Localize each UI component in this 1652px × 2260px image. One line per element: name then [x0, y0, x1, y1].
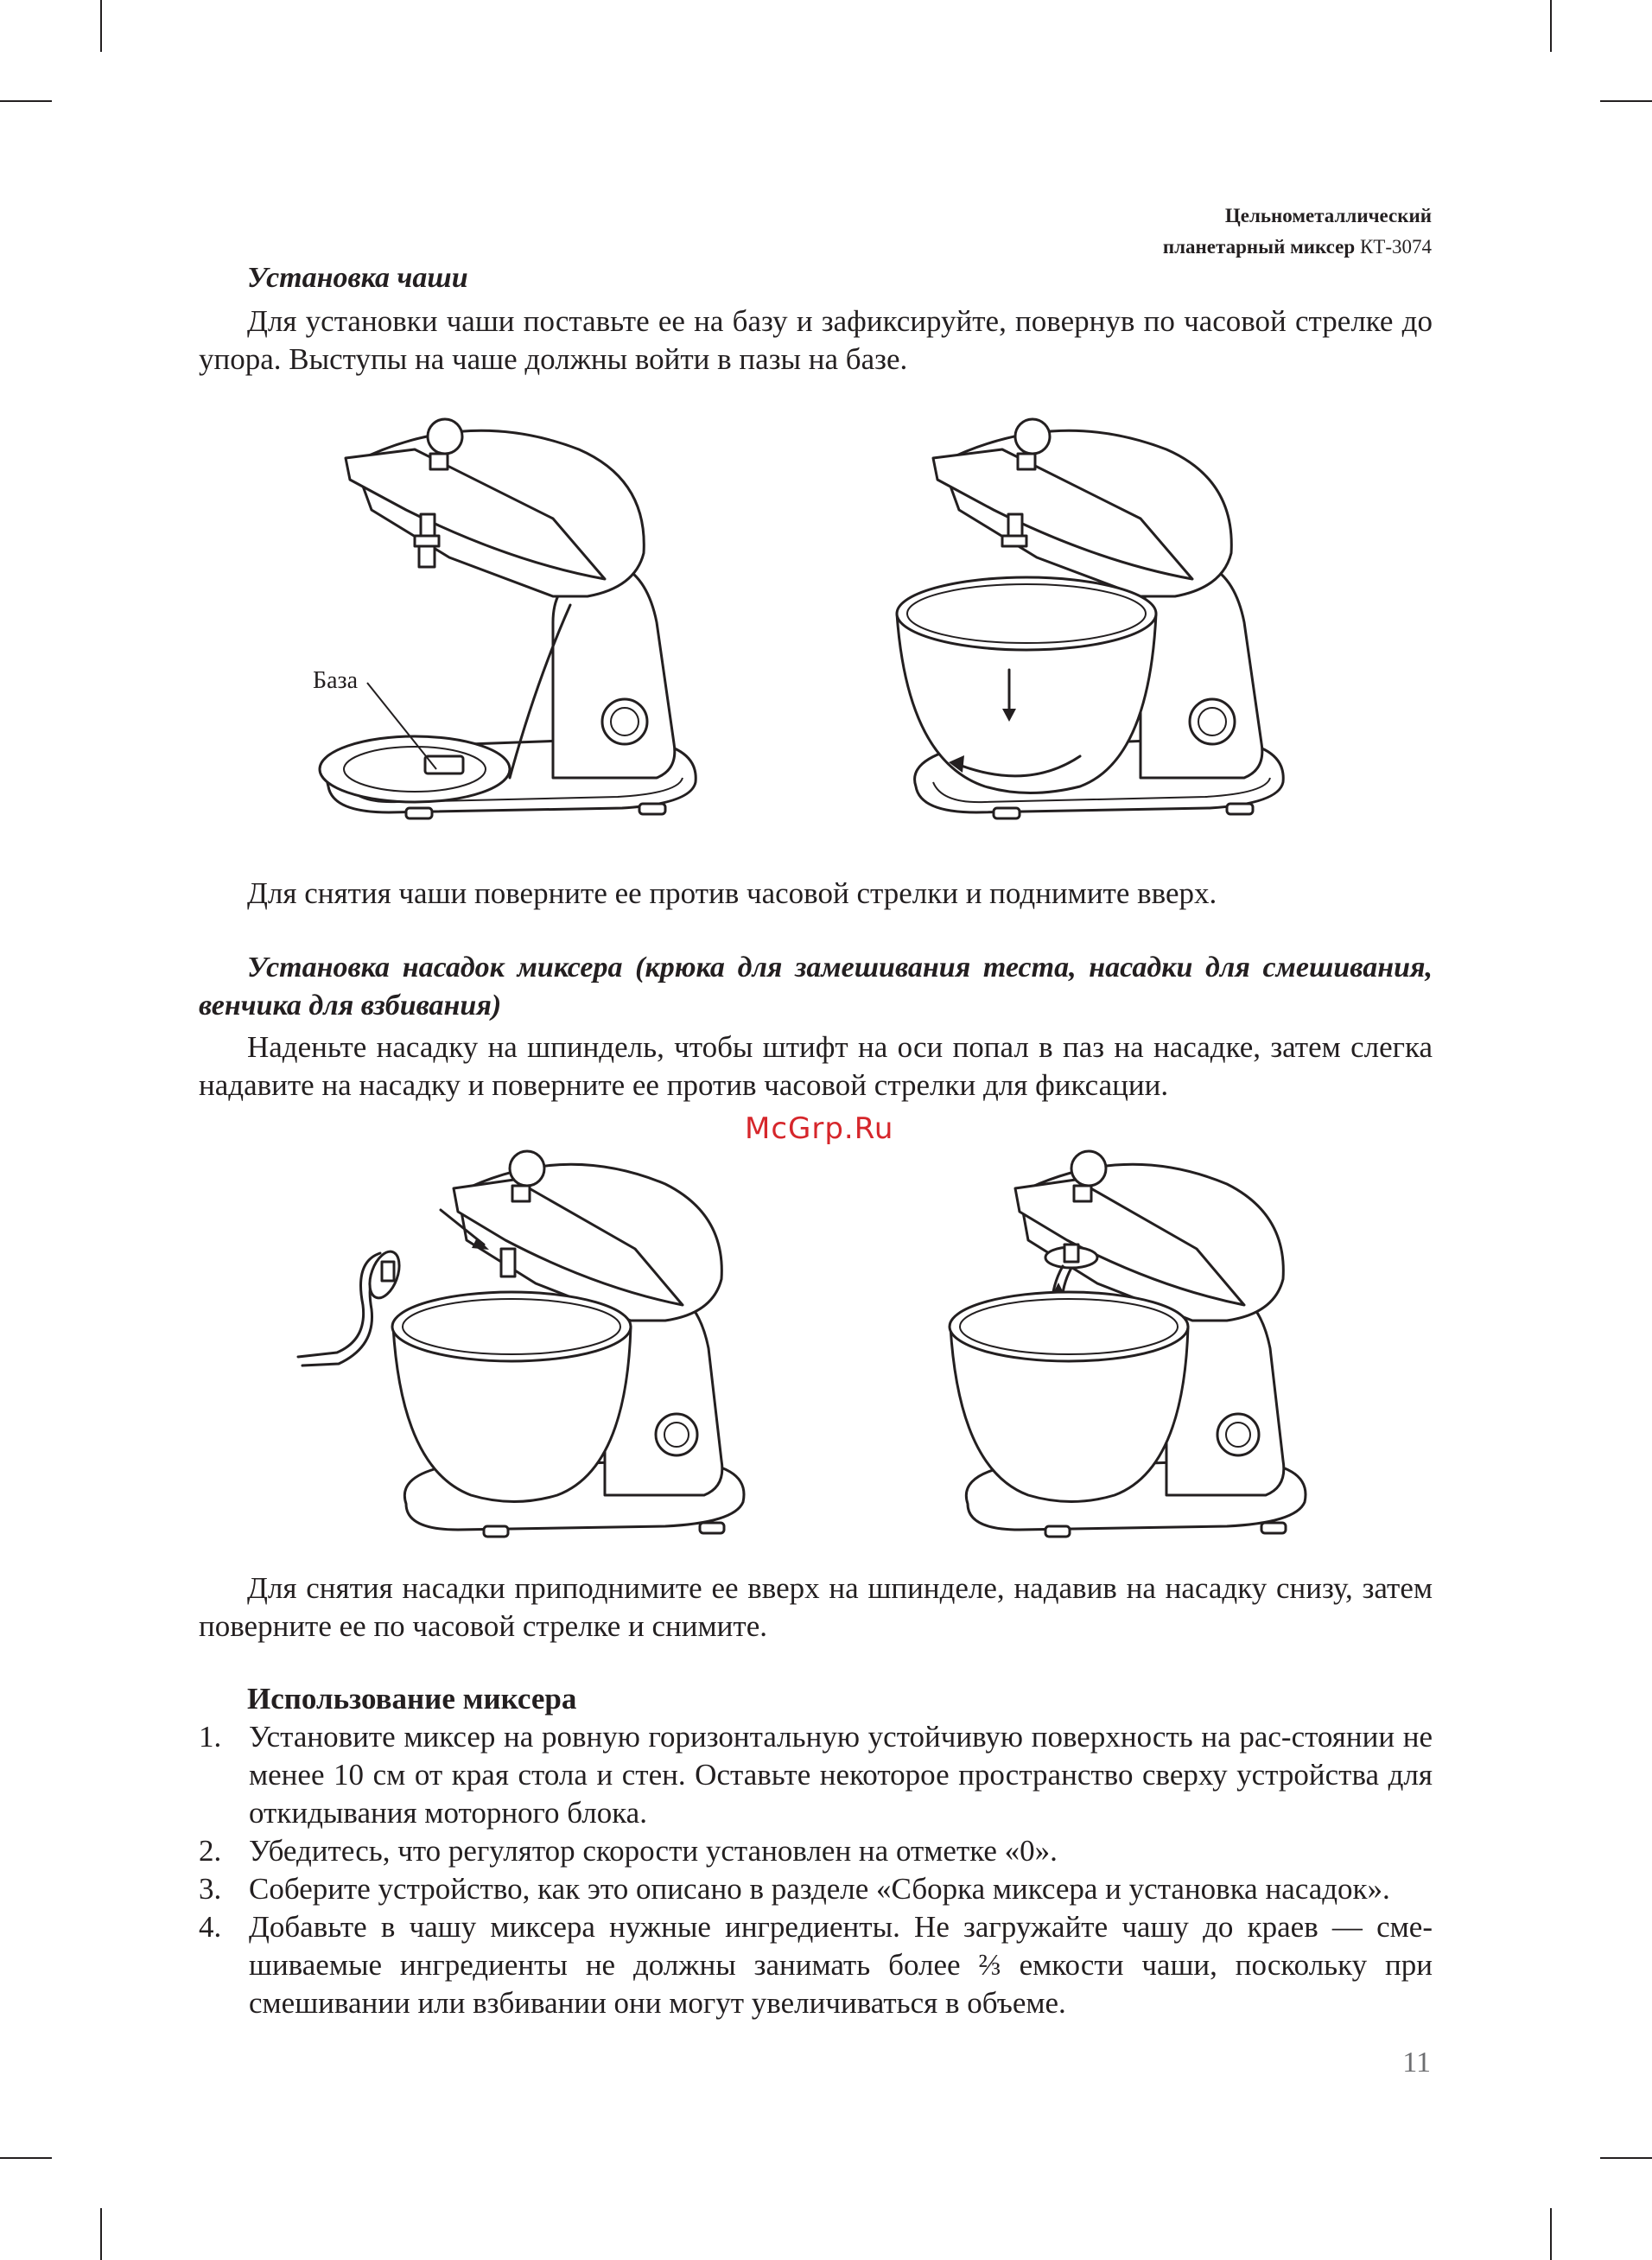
list-text: Убедитесь, что регулятор скорости установлен на отметке «0». — [249, 1834, 1058, 1868]
list-number: 1. — [199, 1720, 222, 1754]
section-title: Использование миксера — [247, 1682, 577, 1716]
mixer-hook-attach-illustration — [285, 1132, 786, 1547]
section-attachments — [199, 949, 1433, 1105]
list-item — [199, 1870, 1433, 1908]
list-text: Соберите устройство, как это описано в разделе «Сборка миксера и установка насадок». — [249, 1872, 1390, 1906]
header-model: КТ-3074 — [1359, 236, 1432, 258]
section-bowl — [199, 259, 1433, 379]
mixer-bowl-illustration — [881, 398, 1331, 847]
crop-mark — [1600, 100, 1652, 102]
crop-mark — [100, 2208, 102, 2260]
crop-mark — [0, 100, 52, 102]
label-base: База — [313, 667, 358, 694]
paragraph: Для снятия насадки приподнимите ее вверх на шпинделе, надавив на насадку снизу, затем поверните ее по часовой стрелке и снимите. — [199, 1571, 1433, 1643]
usage-list — [199, 1718, 1433, 2022]
crop-mark — [0, 2157, 52, 2159]
list-item — [199, 1908, 1433, 2022]
list-text: Установите миксер на ровную горизонтальную устойчивую поверхность на рас-стоянии не менее 10 см от края стола и стен. Оставьте некоторое пространство сверху устройства для откидывания моторного блока. — [249, 1720, 1433, 1830]
list-item — [199, 1832, 1433, 1870]
list-number: 2. — [199, 1834, 222, 1868]
watermark: McGrp.Ru — [745, 1111, 894, 1146]
page-number: 11 — [1402, 2047, 1431, 2079]
crop-mark — [100, 0, 102, 52]
paragraph: Для снятия чаши поверните ее против часовой стрелки и поднимите вверх. — [247, 876, 1217, 910]
mixer-hook-attached-illustration — [942, 1132, 1339, 1547]
header-line2: планетарный миксер — [1162, 236, 1356, 258]
list-text: Добавьте в чашу миксера нужные ингредиенты. Не загружайте чашу до краев — сме-шиваемые ингредиенты не должны занимать более ⅔ емкости чаши, поскольку при смешивании или взбивании они могут увеличиваться в объеме. — [249, 1910, 1433, 2020]
running-header — [1163, 201, 1432, 263]
crop-mark — [1550, 0, 1552, 52]
section-title: Установка насадок миксера (крюка для замешивания теста, насадки для смешивания, венчика для взбивания) — [199, 952, 1433, 1022]
header-line1: Цельнометаллический — [1224, 205, 1432, 226]
list-number: 3. — [199, 1872, 222, 1906]
paragraph: Для установки чаши поставьте ее на базу и зафиксируйте, повернув по часовой стрелке до упора. Выступы на чаше должны войти в пазы на базе. — [199, 304, 1433, 376]
list-item — [199, 1718, 1433, 1832]
crop-mark — [1550, 2208, 1552, 2260]
section-title: Установка чаши — [247, 262, 468, 294]
paragraph: Наденьте насадку на шпиндель, чтобы штифт на оси попал в паз на насадке, затем слегка надавите на насадку и поверните ее против часовой стрелки для фиксации. — [199, 1030, 1433, 1102]
mixer-base-illustration — [294, 398, 743, 847]
list-number: 4. — [199, 1910, 222, 1944]
crop-mark — [1600, 2157, 1652, 2159]
